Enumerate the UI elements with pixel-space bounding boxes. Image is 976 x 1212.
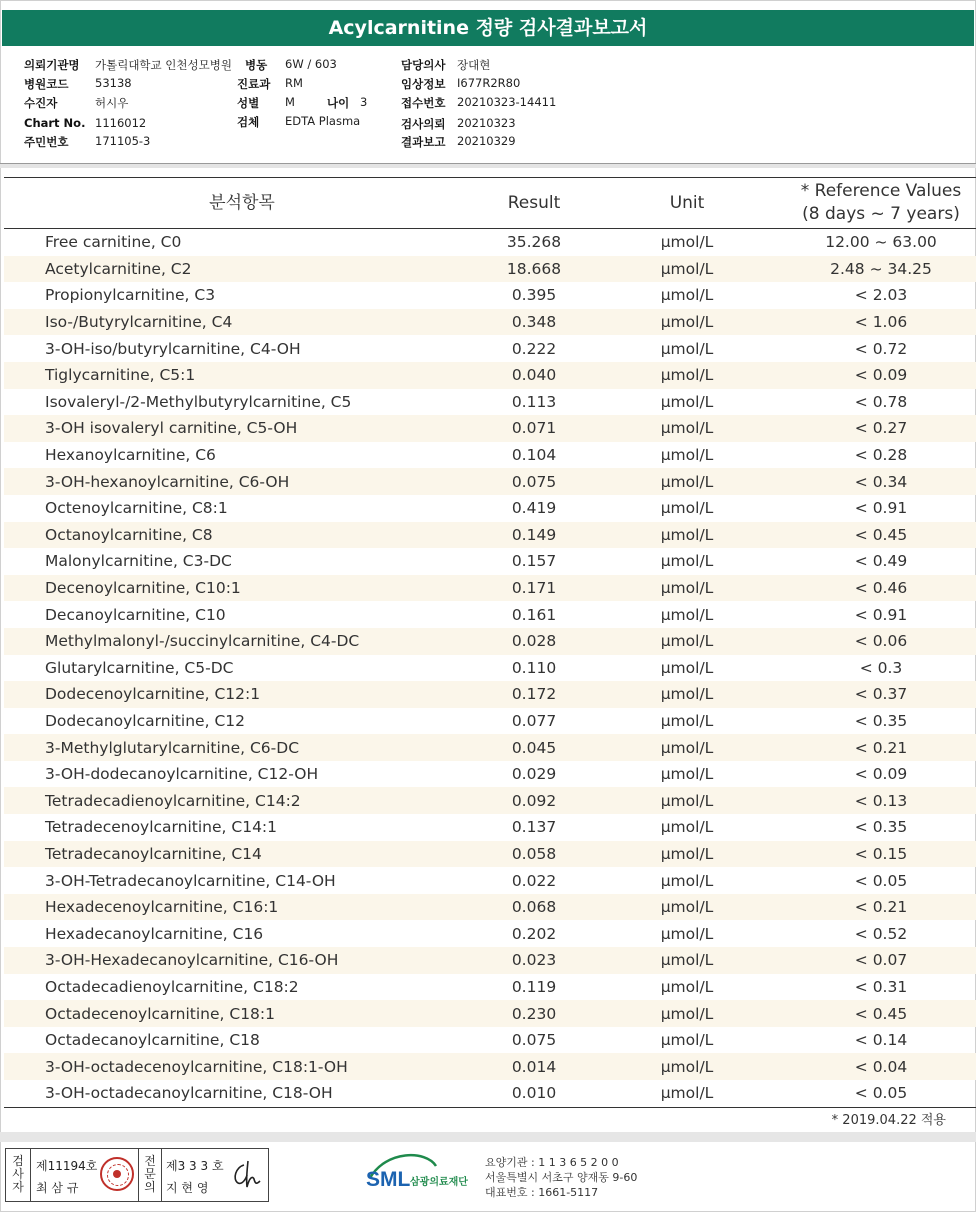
unit-value: μmol/L <box>588 256 786 283</box>
reference-value: < 1.06 <box>786 309 976 336</box>
result-value: 0.104 <box>511 446 557 465</box>
resident-id-value: 171105-3 <box>95 134 151 148</box>
table-row <box>4 681 976 708</box>
report-date-value: 20210329 <box>457 134 516 148</box>
table-row <box>4 947 976 974</box>
table-row <box>4 974 976 1001</box>
analyte-name: Dodecanoylcarnitine, C12 <box>45 711 245 730</box>
result-value: 0.071 <box>480 415 588 442</box>
reference-value: < 0.3 <box>859 658 903 677</box>
ward-label: 병동 <box>245 58 268 72</box>
result-value: 0.014 <box>480 1053 588 1080</box>
result-value: 0.149 <box>480 522 588 549</box>
unit-value: μmol/L <box>588 841 786 868</box>
table-row <box>4 442 976 469</box>
analyte-name: Methylmalonyl-/succinylcarnitine, C4-DC <box>4 628 480 655</box>
result-value: 0.119 <box>511 977 557 996</box>
result-value: 0.075 <box>480 468 588 495</box>
result-value: 0.022 <box>511 871 557 890</box>
analyte-name: Acetylcarnitine, C2 <box>4 256 480 283</box>
analyte-name: Free carnitine, C0 <box>45 233 182 252</box>
result-value: 0.230 <box>480 1000 588 1027</box>
unit-value: μmol/L <box>660 286 714 305</box>
results-table <box>4 177 976 1108</box>
table-row <box>4 229 976 256</box>
analyte-name: 3-OH-octadecenoylcarnitine, C18:1-OH <box>4 1053 480 1080</box>
table-row <box>4 894 976 921</box>
table-row <box>4 309 976 336</box>
unit-value: μmol/L <box>660 658 714 677</box>
analyte-name: Octanoylcarnitine, C8 <box>4 522 480 549</box>
analyte-name: 3-Methylglutarylcarnitine, C6-DC <box>4 734 480 761</box>
request-date-value: 20210323 <box>457 116 516 130</box>
reference-value: < 0.04 <box>786 1053 976 1080</box>
unit-value: μmol/L <box>588 415 786 442</box>
reference-value: < 0.15 <box>786 841 976 868</box>
reference-value: < 0.72 <box>854 339 908 358</box>
chart-no-label: Chart No. <box>24 116 86 130</box>
table-row <box>4 1027 976 1054</box>
unit-value: μmol/L <box>588 628 786 655</box>
reference-value: < 0.46 <box>786 575 976 602</box>
unit-value: μmol/L <box>660 339 714 358</box>
table-row <box>4 708 976 735</box>
table-row <box>4 1080 976 1107</box>
result-value: 0.348 <box>480 309 588 336</box>
examiner-label: 검 사 자 <box>12 1154 24 1194</box>
analyte-name: Malonylcarnitine, C3-DC <box>45 552 232 571</box>
reference-value: < 0.78 <box>854 392 908 411</box>
table-row <box>4 522 976 549</box>
doctor-value: 장대현 <box>457 58 491 72</box>
table-row <box>4 468 976 495</box>
result-value: 0.045 <box>480 734 588 761</box>
analyte-name: Propionylcarnitine, C3 <box>45 286 216 305</box>
reference-value: < 0.06 <box>786 628 976 655</box>
header-reference <box>786 178 976 229</box>
report-date-label: 결과보고 <box>401 135 446 149</box>
unit-value: μmol/L <box>660 446 714 465</box>
reference-value: < 0.31 <box>854 977 908 996</box>
table-row <box>4 655 976 682</box>
table-row <box>4 1053 976 1080</box>
report-title: Acylcarnitine 정량 검사결과보고서 <box>2 10 974 46</box>
reference-value: < 0.45 <box>786 522 976 549</box>
clinical-info-value: I677R2R80 <box>457 76 521 90</box>
result-value: 0.157 <box>511 552 557 571</box>
doctor-license: 제3 3 3 호 <box>166 1159 224 1173</box>
analyte-name: Dodecenoylcarnitine, C12:1 <box>4 681 480 708</box>
unit-value: μmol/L <box>660 871 714 890</box>
unit-value: μmol/L <box>588 575 786 602</box>
reference-value: < 0.13 <box>786 787 976 814</box>
unit-value: μmol/L <box>588 468 786 495</box>
unit-value: μmol/L <box>588 787 786 814</box>
analyte-name: Hexadecanoylcarnitine, C16 <box>45 924 264 943</box>
unit-value: μmol/L <box>660 818 714 837</box>
specimen-label: 검체 <box>237 115 260 129</box>
table-row <box>4 495 976 522</box>
analyte-name: Iso-/Butyrylcarnitine, C4 <box>4 309 480 336</box>
analyte-name: 3-OH isovaleryl carnitine, C5-OH <box>4 415 480 442</box>
result-value: 0.068 <box>480 894 588 921</box>
reference-value: < 0.91 <box>854 499 908 518</box>
result-value: 0.010 <box>480 1080 588 1107</box>
unit-value: μmol/L <box>660 499 714 518</box>
signature-box <box>5 1148 269 1202</box>
analyte-name: 3-OH-iso/butyrylcarnitine, C4-OH <box>45 339 301 358</box>
unit-value: μmol/L <box>660 1031 714 1050</box>
reference-value: < 0.45 <box>786 1000 976 1027</box>
reference-value: < 0.14 <box>854 1031 908 1050</box>
result-value: 0.023 <box>480 947 588 974</box>
doctor-label: 담당의사 <box>401 58 446 72</box>
result-value: 0.058 <box>480 841 588 868</box>
table-row <box>4 841 976 868</box>
unit-value: μmol/L <box>660 765 714 784</box>
unit-value: μmol/L <box>588 1053 786 1080</box>
analyte-name: Octadecadienoylcarnitine, C18:2 <box>45 977 299 996</box>
analyte-name: 3-OH-dodecanoylcarnitine, C12-OH <box>45 765 319 784</box>
reference-value: < 0.21 <box>786 734 976 761</box>
result-value: 0.110 <box>511 658 557 677</box>
reference-value: 12.00 ~ 63.00 <box>825 233 937 252</box>
reference-value: < 0.28 <box>854 446 908 465</box>
header-analyte: 분석항목 <box>4 178 480 229</box>
header-reference-line1: * Reference Values <box>800 181 962 201</box>
analyte-name: Octadecanoylcarnitine, C18 <box>45 1031 260 1050</box>
lab-address: 서울특별시 서초구 양재동 9-60 <box>485 1171 638 1184</box>
sig-divider <box>30 1149 31 1201</box>
table-row <box>4 256 976 283</box>
age-value: 3 <box>360 95 368 109</box>
hospital-code-value: 53138 <box>95 76 132 90</box>
sex-value: M <box>285 95 295 109</box>
logo-lab-name: 삼광의료재단 <box>410 1177 468 1188</box>
lab-phone: 대표번호 : 1661-5117 <box>485 1186 599 1199</box>
request-date-label: 검사의뢰 <box>401 117 446 131</box>
table-row <box>4 362 976 389</box>
result-value: 0.137 <box>511 818 557 837</box>
header-unit: Unit <box>588 178 786 229</box>
analyte-name: Decanoylcarnitine, C10 <box>45 605 226 624</box>
lab-code: 요양기관 : 1 1 3 6 5 2 0 0 <box>485 1156 619 1169</box>
result-value: 0.222 <box>511 339 557 358</box>
reference-value: < 0.37 <box>786 681 976 708</box>
analyte-name: Decenoylcarnitine, C10:1 <box>4 575 480 602</box>
table-row <box>4 575 976 602</box>
info-divider-band <box>0 164 976 168</box>
result-value: 0.172 <box>480 681 588 708</box>
examiner-name: 최 삼 규 <box>36 1181 79 1195</box>
hospital-code-label: 병원코드 <box>24 77 69 91</box>
analyte-name: Tetradecadienoylcarnitine, C14:2 <box>4 787 480 814</box>
analyte-name: 3-OH-Hexadecanoylcarnitine, C16-OH <box>4 947 480 974</box>
specialist-label: 전 문 의 <box>144 1154 156 1194</box>
footnote: * 2019.04.22 적용 <box>831 1113 946 1128</box>
unit-value: μmol/L <box>660 977 714 996</box>
result-value: 35.268 <box>506 233 562 252</box>
analyte-name: 3-OH-hexanoylcarnitine, C6-OH <box>4 468 480 495</box>
analyte-name: Octenoylcarnitine, C8:1 <box>45 499 228 518</box>
table-header-row <box>4 178 976 229</box>
footer-band <box>0 1132 976 1142</box>
result-value: 0.202 <box>511 924 557 943</box>
logo-sml-text: SML <box>366 1168 411 1191</box>
table-row <box>4 628 976 655</box>
resident-id-label: 주민번호 <box>24 135 69 149</box>
unit-value: μmol/L <box>588 734 786 761</box>
table-row <box>4 601 976 628</box>
unit-value: μmol/L <box>588 362 786 389</box>
table-row <box>4 548 976 575</box>
sex-label: 성별 <box>237 96 260 110</box>
reference-value: < 0.21 <box>786 894 976 921</box>
reference-value: < 2.03 <box>854 286 908 305</box>
unit-value: μmol/L <box>660 392 714 411</box>
unit-value: μmol/L <box>588 309 786 336</box>
institution-label: 의뢰기관명 <box>24 58 80 72</box>
dept-label: 진료과 <box>237 77 271 91</box>
unit-value: μmol/L <box>660 552 714 571</box>
unit-value: μmol/L <box>588 894 786 921</box>
header-reference-line2: (8 days ~ 7 years) <box>802 204 960 224</box>
reference-value: < 0.34 <box>786 468 976 495</box>
unit-value: μmol/L <box>588 681 786 708</box>
table-row <box>4 415 976 442</box>
table-row <box>4 282 976 309</box>
analyte-name: Tetradecanoylcarnitine, C14 <box>4 841 480 868</box>
result-value: 0.077 <box>511 711 557 730</box>
analyte-name: Octadecenoylcarnitine, C18:1 <box>4 1000 480 1027</box>
table-row <box>4 787 976 814</box>
unit-value: μmol/L <box>660 605 714 624</box>
result-value: 0.040 <box>480 362 588 389</box>
table-row <box>4 814 976 841</box>
table-row <box>4 920 976 947</box>
result-value: 18.668 <box>480 256 588 283</box>
analyte-name: Glutarylcarnitine, C5-DC <box>45 658 234 677</box>
handwritten-signature-icon <box>228 1157 264 1193</box>
table-row <box>4 1000 976 1027</box>
reference-value: < 0.52 <box>854 924 908 943</box>
reference-value: < 0.09 <box>854 765 908 784</box>
unit-value: μmol/L <box>588 1000 786 1027</box>
table-row <box>4 734 976 761</box>
result-value: 0.092 <box>480 787 588 814</box>
reference-value: < 0.49 <box>854 552 908 571</box>
unit-value: μmol/L <box>588 1080 786 1107</box>
sig-divider <box>161 1149 162 1201</box>
unit-value: μmol/L <box>588 947 786 974</box>
result-value: 0.075 <box>511 1031 557 1050</box>
analyte-name: 3-OH-octadecanoylcarnitine, C18-OH <box>4 1080 480 1107</box>
chart-no-value: 1116012 <box>95 116 147 130</box>
table-row <box>4 867 976 894</box>
specimen-value: EDTA Plasma <box>285 114 361 128</box>
analyte-name: 3-OH-Tetradecanoylcarnitine, C14-OH <box>45 871 336 890</box>
table-row <box>4 761 976 788</box>
result-value: 0.028 <box>480 628 588 655</box>
result-value: 0.419 <box>511 499 557 518</box>
unit-value: μmol/L <box>660 233 714 252</box>
patient-value: 허시우 <box>95 96 129 110</box>
doctor-sign-name: 지 현 영 <box>166 1181 209 1195</box>
reference-value: < 0.91 <box>854 605 908 624</box>
patient-info <box>0 52 976 162</box>
reference-value: < 0.07 <box>786 947 976 974</box>
unit-value: μmol/L <box>660 924 714 943</box>
result-value: 0.161 <box>511 605 557 624</box>
analyte-name: Tiglycarnitine, C5:1 <box>4 362 480 389</box>
sig-divider <box>138 1149 139 1201</box>
unit-value: μmol/L <box>588 522 786 549</box>
reference-value: < 0.05 <box>786 1080 976 1107</box>
unit-value: μmol/L <box>660 711 714 730</box>
clinical-info-label: 임상정보 <box>401 77 446 91</box>
analyte-name: Tetradecenoylcarnitine, C14:1 <box>45 818 278 837</box>
institution-value: 가톨릭대학교 인천성모병원 <box>95 58 232 72</box>
result-value: 0.029 <box>511 765 557 784</box>
result-value: 0.395 <box>511 286 557 305</box>
table-row <box>4 389 976 416</box>
reference-value: < 0.09 <box>786 362 976 389</box>
analyte-name: Hexadecenoylcarnitine, C16:1 <box>4 894 480 921</box>
receipt-label: 접수번호 <box>401 96 446 110</box>
result-value: 0.113 <box>511 392 557 411</box>
reference-value: < 0.35 <box>854 818 908 837</box>
receipt-value: 20210323-14411 <box>457 95 557 109</box>
reference-value: 2.48 ~ 34.25 <box>786 256 976 283</box>
analyte-name: Isovaleryl-/2-Methylbutyrylcarnitine, C5 <box>45 392 352 411</box>
reference-value: < 0.35 <box>854 711 908 730</box>
analyte-name: Hexanoylcarnitine, C6 <box>45 446 216 465</box>
header-result: Result <box>480 178 588 229</box>
result-value: 0.171 <box>480 575 588 602</box>
examiner-license: 제11194호 <box>36 1159 98 1173</box>
table-row <box>4 335 976 362</box>
patient-label: 수진자 <box>24 96 58 110</box>
dept-value: RM <box>285 76 303 90</box>
seal-stamp-icon <box>100 1157 134 1191</box>
reference-value: < 0.27 <box>786 415 976 442</box>
reference-value: < 0.05 <box>854 871 908 890</box>
age-label: 나이 <box>327 96 350 110</box>
lab-info <box>485 1155 637 1200</box>
ward-value: 6W / 603 <box>285 57 337 71</box>
